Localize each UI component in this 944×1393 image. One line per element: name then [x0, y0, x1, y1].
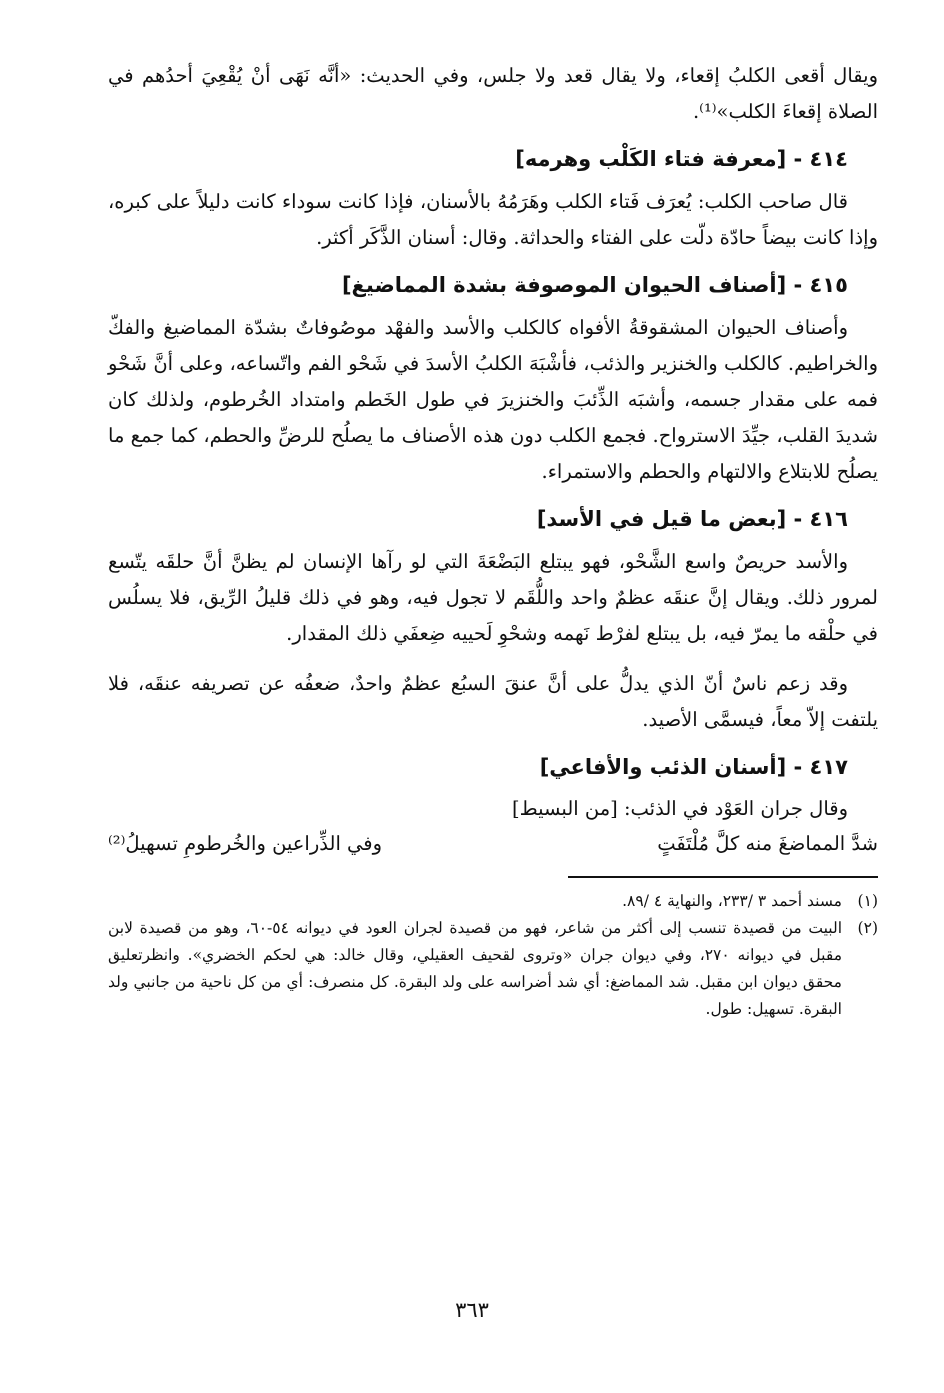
section-416 [108, 504, 878, 738]
section-paragraph: وقد زعم ناسٌ أنّ الذي يدلُّ على أنَّ عنقَ السبُع عظمٌ واحدٌ، ضعفُه عن تصريفه عنقَه، فلا يلتفت إلاّ معاً، فيسمَّى الأصيد. [108, 672, 878, 731]
intro-paragraph: ويقال أقعى الكلبُ إقعاء، ولا يقال قعد ولا جلس، وفي الحديث: «أنَّه نَهَى أنْ يُقْعِيَ أحدُهم في الصلاة إقعاءَ الكلب»⁽¹⁾. [108, 64, 878, 123]
verse-second-hemistich: وفي الذِّراعين والخُرطومِ تسهيلُ⁽²⁾ [108, 832, 383, 855]
section-415 [108, 270, 878, 490]
footnote-number: (٢) [857, 919, 878, 937]
poetry-verse [108, 826, 878, 862]
section-417 [108, 752, 878, 862]
section-heading: ٤١٤ - [معرفة فتاء الكَلْب وهرمه] [515, 147, 848, 171]
verse-first-hemistich: شدَّ المماضغَ منه كلَّ مُلْتَفَتٍ [657, 832, 878, 855]
section-414 [108, 144, 878, 256]
section-paragraph: وأصناف الحيوان المشقوقةُ الأفواه كالكلب والأسد والفهْد موصُوفاتٌ بشدّة المماضيغ والفكّ والخراطيم. كالكلب والخنزير والذئب، فأشْبَهَ الكلبُ الأسدَ في شَحْو الفم واتّساعه، وعلى أنَّ شَحْو فمه على مقدار جسمه، وأشبَه الذِّئبَ والخنزيرَ في طول الخَطم وامتداد الخُرطوم، ولذلك كان شديدَ القلب، جيِّدَ الاسترواح. فجمع الكلب دون هذه الأصناف ما يصلُح للرضِّ والحطم، كما جمع ما يصلُح للابتلاع والالتهام والحطم والاستمراء. [108, 316, 878, 483]
section-paragraph: والأسد حريصٌ واسع الشَّحْو، فهو يبتلع البَضْعَةَ التي لو رآها الإنسان لم يظنَّ أنَّ حلقَه يتّسع لمرور ذلك. ويقال إنَّ عنقَه عظمٌ واحد واللُّقَم لا تجول فيه، وهو في ذلك قليلُ الرِّيق، فلا يسلُس في حلْقه ما يمرّ فيه، بل يبتلع لفرْط نَهمه وشحْوِ لَحييه ضِعفَي ذلك المقدار. [108, 550, 878, 645]
footnote-text: مسند أحمد ٣ /٢٣٣، والنهاية ٤ /٨٩. [622, 892, 842, 910]
footnote-number: (١) [857, 892, 878, 910]
page-number: ٣٦٣ [455, 1298, 489, 1322]
verse-intro: وقال جران العَوْد في الذئب: [من البسيط] [512, 797, 848, 820]
section-heading: ٤١٧ - [أسنان الذئب والأفاعي] [539, 755, 848, 779]
footnote-text: البيت من قصيدة تنسب إلى أكثر من شاعر، فهو من قصيدة لجران العود في ديوانه ٥٤-٦٠، وهو من قصيدة لابن مقبل في ديوانه ٢٧٠، وفي ديوان جران «وتروى لقحيف العقيلي، وقال خالد: هي لحكم الخضري». وانظرتعليق محقق ديوان ابن مقبل. شد المماضغ: أي شد أضراسه على ولد البقرة. كل منصرف: أي من كل ناحية من جانبي ولد البقرة. تسهيل: طول. [108, 919, 842, 1018]
footnote [108, 915, 878, 1023]
section-heading: ٤١٦ - [بعض ما قيل في الأسد] [536, 507, 848, 531]
book-page [108, 58, 878, 1023]
section-paragraph: قال صاحب الكلب: يُعرَف فَتاء الكلب وهَرَمُهُ بالأسنان، فإذا كانت سوداء كانت دليلاً على كبره، وإذا كانت بيضاً حادّة دلّت على الفتاء والحداثة. وقال: أسنان الذَّكَر أكثر. [108, 190, 878, 249]
footnote [108, 888, 878, 915]
footnotes [108, 888, 878, 1023]
section-heading: ٤١٥ - [أصناف الحيوان الموصوفة بشدة المماضيغ] [341, 273, 848, 297]
footnote-divider [568, 876, 878, 878]
